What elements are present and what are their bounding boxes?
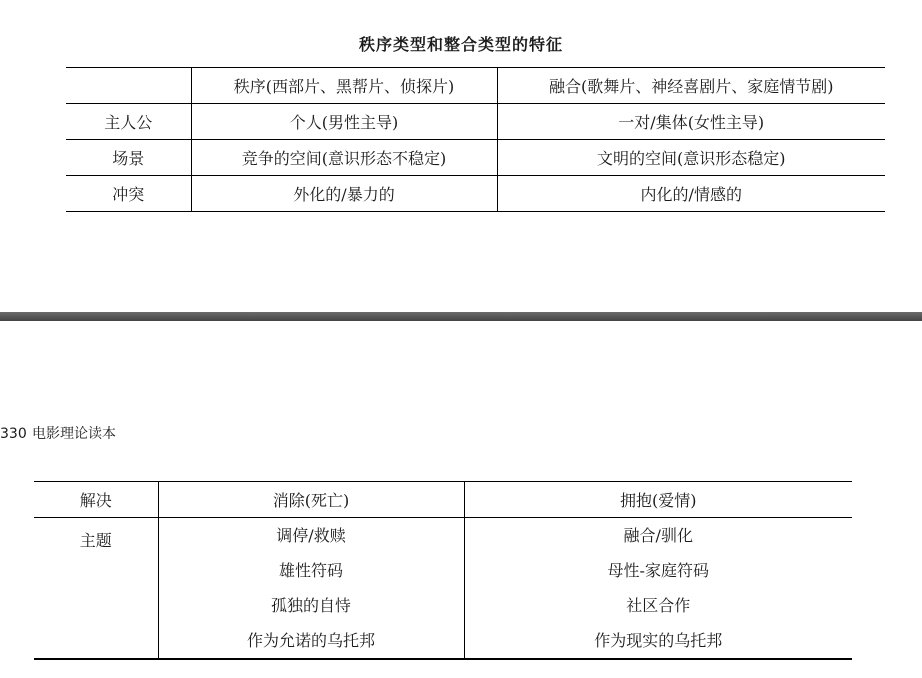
book-title: 电影理论读本 xyxy=(32,426,116,442)
theme-line: 调停/救赎 xyxy=(276,526,346,545)
genre-characteristics-table xyxy=(66,67,885,212)
theme-cell-elimination xyxy=(158,518,464,660)
header-cell-empty xyxy=(66,68,191,104)
table-cell: 竞争的空间(意识形态不稳定) xyxy=(191,140,497,176)
theme-line: 融合/驯化 xyxy=(623,526,693,545)
header-cell-order: 秩序(西部片、黑帮片、侦探片) xyxy=(191,68,497,104)
page-separator xyxy=(0,312,922,321)
theme-line: 雄性符码 xyxy=(278,561,343,580)
header-cell-integration: 融合(歌舞片、神经喜剧片、家庭情节剧) xyxy=(497,68,885,104)
theme-line: 孤独的自恃 xyxy=(270,596,351,615)
page-number: 330 xyxy=(0,426,27,442)
genre-resolution-table xyxy=(34,481,852,660)
table-header-row xyxy=(34,482,852,518)
table-row xyxy=(66,104,885,140)
row-label: 场景 xyxy=(66,140,191,176)
table-cell: 外化的/暴力的 xyxy=(191,176,497,212)
header-cell-resolution: 解决 xyxy=(34,482,158,518)
theme-line: 母性-家庭符码 xyxy=(607,561,709,580)
table-cell: 内化的/情感的 xyxy=(497,176,885,212)
header-cell-elimination: 消除(死亡) xyxy=(158,482,464,518)
table-cell: 一对/集体(女性主导) xyxy=(497,104,885,140)
theme-line: 作为允诺的乌托邦 xyxy=(246,631,375,650)
row-label: 冲突 xyxy=(66,176,191,212)
table-row-theme xyxy=(34,518,852,660)
table-cell: 文明的空间(意识形态稳定) xyxy=(497,140,885,176)
table-header-row xyxy=(66,68,885,104)
table-cell: 个人(男性主导) xyxy=(191,104,497,140)
table-row xyxy=(66,176,885,212)
row-label-theme: 主题 xyxy=(79,531,112,550)
running-header xyxy=(0,423,116,443)
theme-line: 社区合作 xyxy=(626,596,691,615)
theme-cell-embrace xyxy=(464,518,852,660)
header-cell-embrace: 拥抱(爱情) xyxy=(464,482,852,518)
theme-line: 作为现实的乌托邦 xyxy=(594,631,723,650)
row-label: 主人公 xyxy=(66,104,191,140)
table-row xyxy=(66,140,885,176)
table-title: 秩序类型和整合类型的特征 xyxy=(358,35,563,54)
